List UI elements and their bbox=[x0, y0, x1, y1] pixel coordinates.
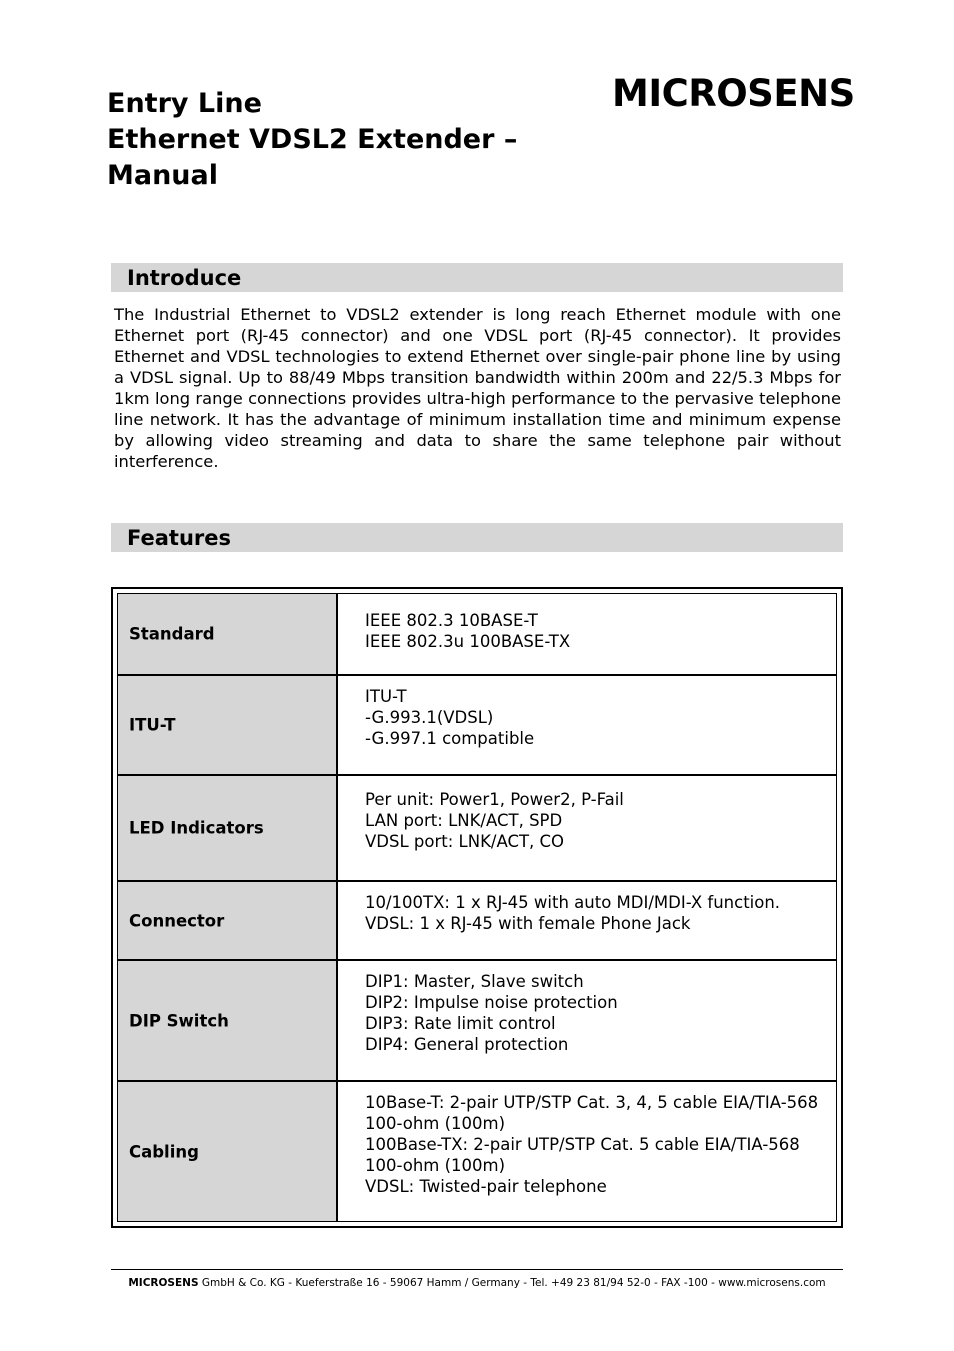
title-line-2: Ethernet VDSL2 Extender – bbox=[107, 124, 518, 155]
value-line: IEEE 802.3u 100BASE-TX bbox=[365, 632, 571, 651]
row-value bbox=[365, 610, 830, 652]
value-line: 10/100TX: 1 x RJ-45 with auto MDI/MDI-X function. bbox=[365, 893, 781, 912]
row-label: Connector bbox=[129, 911, 225, 930]
value-line: IEEE 802.3 10BASE-T bbox=[365, 611, 538, 630]
row-value bbox=[365, 1092, 830, 1197]
section-heading-label: Introduce bbox=[127, 266, 242, 290]
row-value bbox=[365, 892, 830, 934]
title-line-3: Manual bbox=[107, 160, 219, 191]
value-line: DIP3: Rate limit control bbox=[365, 1014, 556, 1033]
row-label: DIP Switch bbox=[129, 1011, 229, 1030]
footer-address bbox=[0, 1277, 954, 1289]
row-value bbox=[365, 686, 830, 749]
row-value bbox=[365, 971, 830, 1055]
value-line: 100Base-TX: 2-pair UTP/STP Cat. 5 cable EIA/TIA-568 100-ohm (100m) bbox=[365, 1135, 800, 1175]
footer-company: MICROSENS bbox=[128, 1277, 199, 1289]
footer-divider bbox=[111, 1269, 843, 1270]
value-line: VDSL: 1 x RJ-45 with female Phone Jack bbox=[365, 914, 691, 933]
footer-text: GmbH & Co. KG - Kueferstraße 16 - 59067 Hamm / Germany - Tel. +49 23 81/94 52-0 - FAX -100 - www.microsens.com bbox=[198, 1277, 826, 1289]
row-label: LED Indicators bbox=[129, 818, 264, 838]
value-line: DIP4: General protection bbox=[365, 1035, 569, 1054]
value-line: Per unit: Power1, Power2, P-Fail bbox=[365, 790, 624, 809]
title-line-1: Entry Line bbox=[107, 88, 262, 119]
row-label: ITU-T bbox=[129, 715, 176, 735]
value-line: VDSL port: LNK/ACT, CO bbox=[365, 832, 565, 851]
brand-logo: MICROSENS bbox=[612, 72, 855, 115]
table-row bbox=[118, 676, 836, 774]
value-line: DIP2: Impulse noise protection bbox=[365, 993, 618, 1012]
value-line: 10Base-T: 2-pair UTP/STP Cat. 3, 4, 5 cable EIA/TIA-568 100-ohm (100m) bbox=[365, 1093, 819, 1133]
table-row bbox=[118, 594, 836, 674]
value-line: -G.993.1(VDSL) bbox=[365, 708, 494, 727]
row-value bbox=[365, 789, 830, 852]
section-heading-label: Features bbox=[127, 526, 231, 550]
table-row bbox=[118, 776, 836, 880]
features-table bbox=[111, 587, 843, 1228]
document-title bbox=[107, 86, 517, 194]
section-heading-introduce bbox=[111, 263, 843, 292]
section-heading-features bbox=[111, 523, 843, 552]
value-line: -G.997.1 compatible bbox=[365, 729, 535, 748]
row-label: Standard bbox=[129, 624, 215, 644]
value-line: DIP1: Master, Slave switch bbox=[365, 972, 584, 991]
table-row bbox=[118, 882, 836, 959]
value-line: LAN port: LNK/ACT, SPD bbox=[365, 811, 563, 830]
introduce-paragraph: The Industrial Ethernet to VDSL2 extender is long reach Ethernet module with one Ethernet port (RJ-45 connector) and one VDSL port (RJ-45 connector). It provides Ethernet and VDSL technologies to extend Ethernet over single-pair phone line by using a VDSL signal. Up to 88/49 Mbps transition bandwidth within 200m and 22/5.3 Mbps for 1km long range connections provides ultra-high performance to the pervasive telephone line network. It has the advantage of minimum installation time and minimum expense by allowing video streaming and data to share the same telephone pair without interference. bbox=[114, 305, 841, 471]
value-line: ITU-T bbox=[365, 687, 407, 706]
row-label: Cabling bbox=[129, 1142, 199, 1161]
value-line: VDSL: Twisted-pair telephone bbox=[365, 1177, 607, 1196]
table-row bbox=[118, 961, 836, 1080]
table-row bbox=[118, 1082, 836, 1221]
